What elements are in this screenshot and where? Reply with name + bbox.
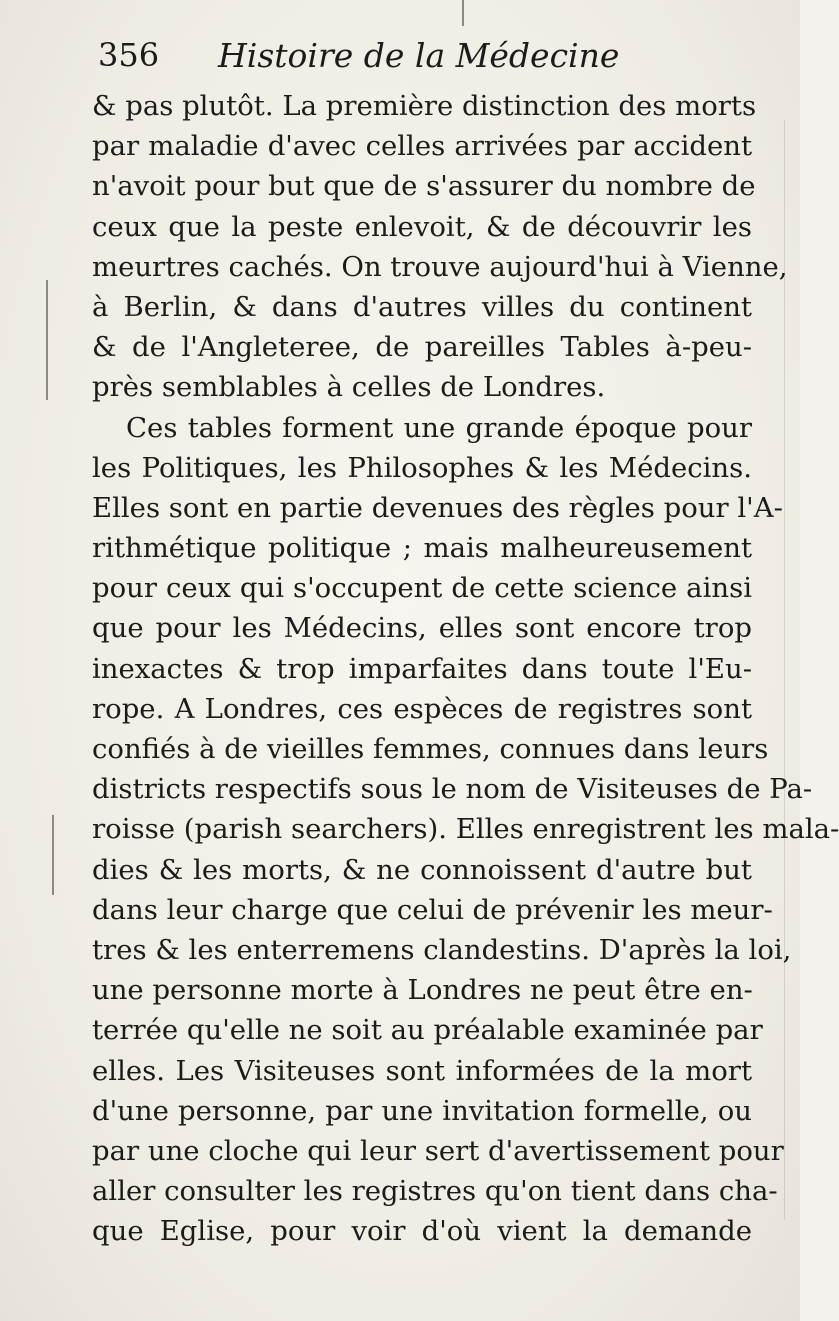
body-text [92,86,839,1251]
top-edge-mark [462,0,464,26]
text-line: dans leur charge que celui de prévenir les meur- [92,893,773,926]
text-line: par une cloche qui leur sert d'avertissement pour [92,1134,784,1167]
text-line: aller consulter les registres qu'on tient dans cha- [92,1175,778,1208]
margin-pencil-mark [46,280,48,400]
text-line: une personne morte à Londres ne peut être en- [92,974,753,1007]
text-line: que Eglise, pour voir d'où vient la demande [92,1215,752,1248]
text-line: Ces tables forment une grande époque pour [126,411,752,444]
text-line: Elles sont en partie devenues des règles pour l'A- [92,491,783,524]
text-line: confiés à de vieilles femmes, connues dans leurs [92,733,769,765]
text-line: rope. A Londres, ces espèces de registres sont [92,692,752,725]
text-line: par maladie d'avec celles arrivées par accident [92,130,752,163]
text-line: n'avoit pour but que de s'assurer du nombre de [92,170,756,203]
text-line: que pour les Médecins, elles sont encore trop [92,612,752,645]
margin-pencil-mark [52,815,54,895]
page-header [98,36,748,82]
text-line: ceux que la peste enlevoit, & de découvrir les [92,210,752,243]
text-line: roisse (parish searchers). Elles enregistrent les mala- [92,813,839,846]
text-line: inexactes & trop imparfaites dans toute l'Eu- [92,652,752,685]
text-line: & de l'Angleteree, de pareilles Tables à-peu- [92,331,752,364]
text-line: terrée qu'elle ne soit au préalable examinée par [92,1014,763,1047]
page-fold-shadow [784,120,785,1220]
text-line: dies & les morts, & ne connoissent d'autre but [92,853,752,886]
text-line: près semblables à celles de Londres. [92,371,606,404]
text-line: pour ceux qui s'occupent de cette science ainsi [92,572,752,605]
text-line: elles. Les Visiteuses sont informées de la mort [92,1054,752,1087]
text-line: tres & les enterremens clandestins. D'après la loi, [92,933,792,966]
running-title: Histoire de la Médecine [218,36,620,75]
text-line: & pas plutôt. La première distinction des morts [92,90,757,122]
text-line: d'une personne, par une invitation formelle, ou [92,1094,752,1127]
text-line: à Berlin, & dans d'autres villes du continent [92,290,752,323]
text-line: rithmétique politique ; mais malheureusement [92,532,752,565]
page-number: 356 [98,36,160,74]
text-line: meurtres cachés. On trouve aujourd'hui à Vienne, [92,250,788,283]
text-line: les Politiques, les Philosophes & les Médecins. [92,451,752,484]
text-line: districts respectifs sous le nom de Visiteuses de Pa- [92,773,813,806]
